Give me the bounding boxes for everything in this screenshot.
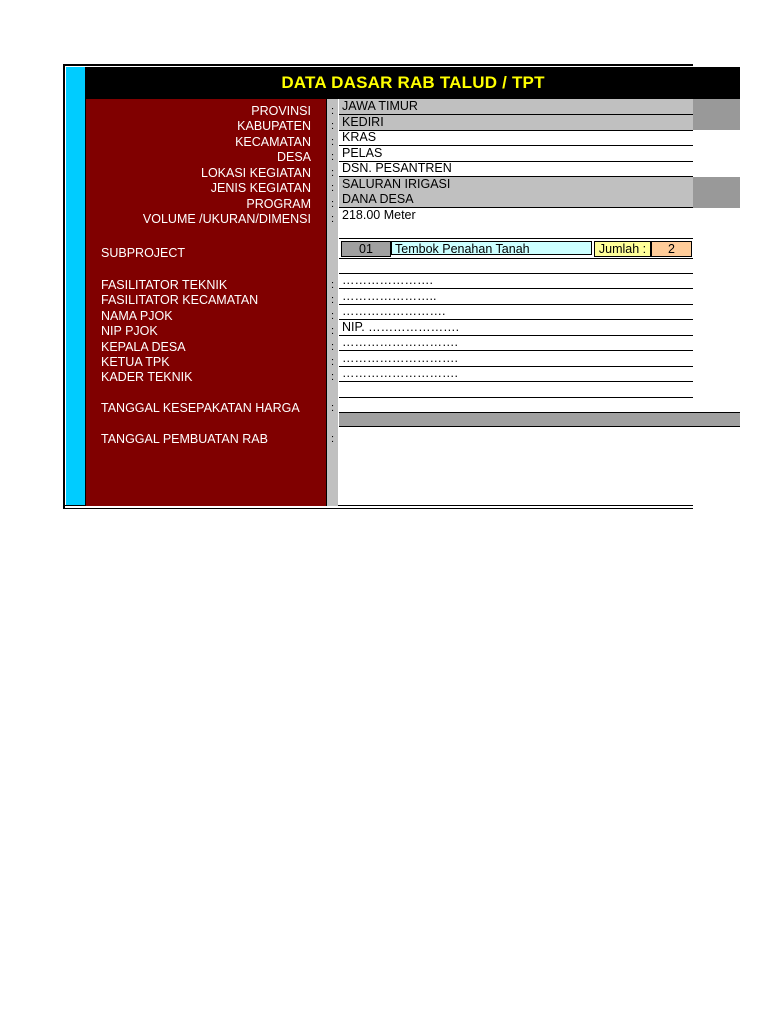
value-fasilitator-teknik-text: …………………. — [342, 273, 433, 287]
value-fasilitator-kecamatan[interactable] — [339, 289, 693, 305]
label-kabupaten: KABUPATEN — [237, 119, 311, 133]
value-lokasi-kegiatan[interactable] — [339, 161, 693, 177]
colon: : — [331, 371, 335, 383]
colon: : — [331, 198, 335, 210]
colon: : — [331, 167, 335, 179]
value-ketua-tpk-text: ………………………. — [342, 351, 458, 365]
subproject-row — [339, 238, 693, 259]
value-kepala-desa-text: ………………………. — [342, 335, 458, 349]
frame-bottom-border-double — [63, 508, 693, 509]
jumlah-label: Jumlah : — [594, 241, 651, 257]
value-jenis-kegiatan[interactable] — [339, 177, 693, 193]
value-lokasi-kegiatan-text: DSN. PESANTREN — [342, 161, 452, 175]
value-volume[interactable] — [339, 208, 693, 223]
value-program[interactable] — [339, 192, 693, 208]
colon: : — [331, 120, 335, 132]
colon: : — [331, 136, 335, 148]
colon: : — [331, 279, 335, 291]
value-desa[interactable] — [339, 146, 693, 162]
value-fasilitator-kecamatan-text: ………………….. — [342, 289, 437, 303]
label-kecamatan: KECAMATAN — [235, 135, 311, 149]
label-lokasi-kegiatan: LOKASI KEGIATAN — [201, 166, 311, 180]
jumlah-value[interactable]: 2 — [651, 241, 692, 257]
colon: : — [331, 151, 335, 163]
label-fasilitator-kecamatan: FASILITATOR KECAMATAN — [101, 293, 259, 307]
colon: : — [331, 325, 335, 337]
subproject-code[interactable]: 01 — [341, 241, 391, 257]
label-nip-pjok: NIP PJOK — [101, 324, 158, 338]
value-nip-pjok[interactable] — [339, 320, 693, 336]
gray-extension-middle — [693, 177, 740, 208]
title-bar — [86, 67, 740, 99]
label-program: PROGRAM — [246, 197, 311, 211]
colon: : — [331, 433, 335, 445]
label-tanggal-kesepakatan: TANGGAL KESEPAKATAN HARGA — [101, 401, 300, 415]
value-desa-text: PELAS — [342, 146, 383, 160]
value-program-text: DANA DESA — [342, 192, 414, 206]
value-kepala-desa[interactable] — [339, 335, 693, 351]
label-panel — [86, 99, 327, 506]
value-nama-pjok[interactable] — [339, 304, 693, 320]
label-tanggal-pembuatan: TANGGAL PEMBUATAN RAB — [101, 432, 268, 446]
colon: : — [331, 356, 335, 368]
label-jenis-kegiatan: JENIS KEGIATAN — [210, 181, 311, 195]
colon: : — [331, 294, 335, 306]
page-title: DATA DASAR RAB TALUD / TPT — [281, 73, 545, 92]
value-tanggal-kesepakatan[interactable] — [339, 397, 693, 413]
gray-extension-top — [693, 99, 740, 130]
value-kecamatan[interactable] — [339, 130, 693, 146]
frame-left-border — [63, 64, 65, 509]
frame-top-border — [63, 64, 693, 66]
label-kader-teknik: KADER TEKNIK — [101, 370, 193, 384]
label-desa: DESA — [276, 150, 311, 164]
cyan-side-strip — [66, 67, 86, 505]
value-provinsi[interactable] — [339, 99, 693, 115]
value-empty-row[interactable] — [339, 382, 693, 398]
value-jenis-kegiatan-text: SALURAN IRIGASI — [342, 177, 451, 191]
colon: : — [331, 182, 335, 194]
value-kecamatan-text: KRAS — [342, 130, 377, 144]
value-ketua-tpk[interactable] — [339, 351, 693, 367]
colon: : — [331, 341, 335, 353]
value-kader-teknik-text: ………………………. — [342, 366, 458, 380]
value-volume-text: 218.00 Meter — [342, 208, 416, 222]
value-provinsi-text: JAWA TIMUR — [342, 99, 418, 113]
label-kepala-desa: KEPALA DESA — [101, 340, 186, 354]
label-provinsi: PROVINSI — [251, 104, 311, 118]
spacer-row — [339, 258, 693, 274]
value-kader-teknik[interactable] — [339, 366, 693, 382]
subproject-name[interactable]: Tembok Penahan Tanah — [391, 241, 592, 255]
colon: : — [331, 213, 335, 225]
colon: : — [331, 105, 335, 117]
value-kabupaten-text: KEDIRI — [342, 115, 384, 129]
gray-band-tanggal — [339, 412, 740, 427]
label-nama-pjok: NAMA PJOK — [101, 309, 173, 323]
label-ketua-tpk: KETUA TPK — [101, 355, 170, 369]
label-fasilitator-teknik: FASILITATOR TEKNIK — [101, 278, 228, 292]
value-nama-pjok-text: ……………………. — [342, 304, 446, 318]
value-fasilitator-teknik[interactable] — [339, 273, 693, 289]
label-subproject: SUBPROJECT — [101, 246, 186, 260]
colon: : — [331, 310, 335, 322]
colon: : — [331, 402, 335, 414]
value-kabupaten[interactable] — [339, 115, 693, 131]
value-nip-pjok-text: NIP. …………………. — [342, 320, 460, 334]
rab-data-sheet — [63, 64, 740, 509]
label-volume: VOLUME /UKURAN/DIMENSI — [142, 212, 311, 226]
